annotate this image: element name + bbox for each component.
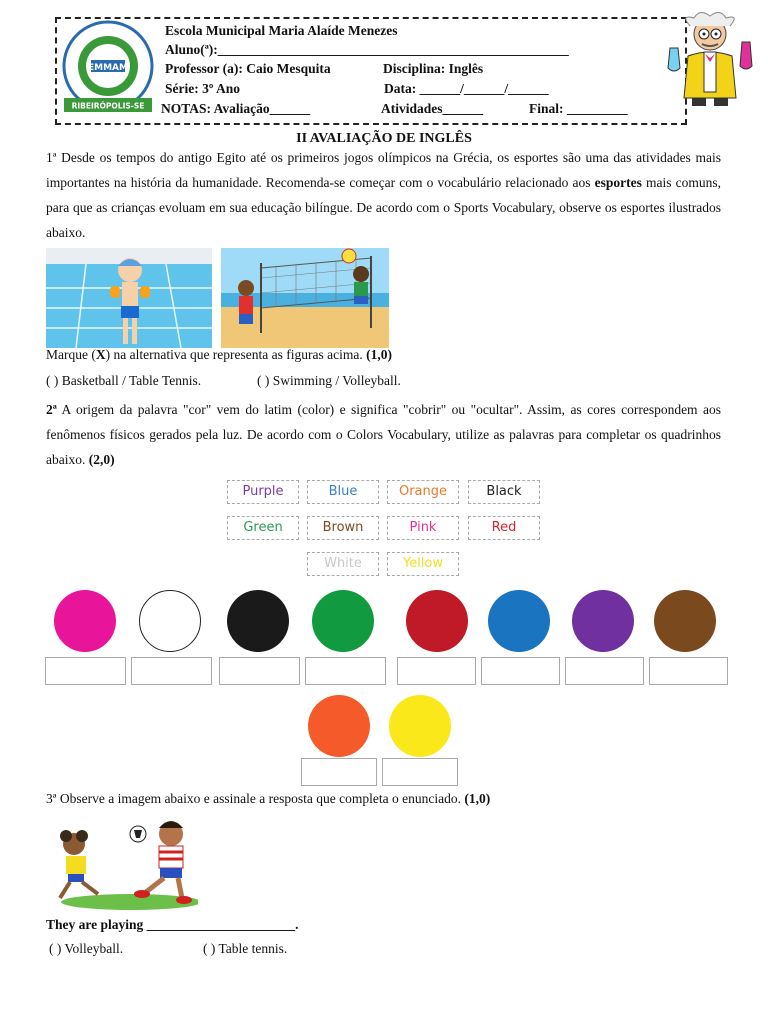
color-circle-orange xyxy=(308,695,370,757)
subject-label: Disciplina: Inglês xyxy=(383,61,484,76)
word-pink: Pink xyxy=(387,516,459,540)
logo-city: RIBEIRÓPOLIS-SE xyxy=(71,101,145,111)
question-3-option-a[interactable]: ( ) Volleyball. xyxy=(49,941,124,956)
activities-field[interactable]: Atividades______ xyxy=(381,101,484,116)
word-orange: Orange xyxy=(387,480,459,504)
school-name: Escola Municipal Maria Alaíde Menezes xyxy=(165,23,398,38)
grades-line[interactable]: NOTAS: Avaliação______ xyxy=(161,101,311,116)
word-white: White xyxy=(307,552,379,576)
answer-box-1[interactable] xyxy=(45,657,126,685)
volleyball-image xyxy=(221,248,389,348)
page-title: II AVALIAÇÃO DE INGLÊS xyxy=(296,131,472,146)
scientist-illustration xyxy=(660,8,760,108)
color-circle-blue xyxy=(488,590,550,652)
question-3-number: 3ª xyxy=(46,791,57,806)
answer-box-2[interactable] xyxy=(131,657,212,685)
word-brown: Brown xyxy=(307,516,379,540)
color-circle-yellow xyxy=(389,695,451,757)
color-circle-pink xyxy=(54,590,116,652)
question-3-text: 3ª Observe a imagem abaixo e assinale a resposta que completa o enunciado. (1,0) xyxy=(46,791,491,806)
student-field[interactable]: Aluno(ª):____________________________________________________ xyxy=(165,42,569,57)
teacher-label: Professor (a): Caio Mesquita xyxy=(165,61,331,76)
question-1-number: 1ª xyxy=(46,150,57,165)
swimming-image xyxy=(46,248,212,348)
color-circle-green xyxy=(312,590,374,652)
word-black: Black xyxy=(468,480,540,504)
word-blue: Blue xyxy=(307,480,379,504)
question-1-option-a[interactable]: ( ) Basketball / Table Tennis. xyxy=(46,373,202,388)
color-circle-brown xyxy=(654,590,716,652)
date-field[interactable]: Data: ______/______/______ xyxy=(384,81,549,96)
question-1-instruction: Marque (X) na alternativa que representa as figuras acima. (1,0) xyxy=(46,347,392,362)
question-1-option-b[interactable]: ( ) Swimming / Volleyball. xyxy=(257,373,401,388)
answer-box-6[interactable] xyxy=(481,657,560,685)
question-2-text: 2ª A origem da palavra "cor" vem do latim (color) e significa "cobrir" ou "ocultar". Assim, as cores correspondem aos fenômenos físicos gerados pela luz. De acordo com o Colors Vocabulary, utilize as palavras para completar os quadrinhos abaixo. (2,0) xyxy=(46,402,721,467)
answer-box-7[interactable] xyxy=(565,657,644,685)
question-3-option-b[interactable]: ( ) Table tennis. xyxy=(203,941,288,956)
final-field[interactable]: Final: _________ xyxy=(529,101,628,116)
color-circle-black xyxy=(227,590,289,652)
answer-box-5[interactable] xyxy=(397,657,476,685)
word-purple: Purple xyxy=(227,480,299,504)
answer-box-4[interactable] xyxy=(305,657,386,685)
question-1-text: 1ª Desde os tempos do antigo Egito até os primeiros jogos olímpicos na Grécia, os esportes são uma das atividades mais importantes na história da humanidade. Recomenda-se começar com o vocabulário relacionado aos esportes mais comuns, para que as crianças evoluam em sua educação bilíngue. De acordo com o Sports Vocabulary, observe os esportes ilustrados abaixo. xyxy=(46,150,722,240)
school-logo xyxy=(58,20,158,120)
question-2-number: 2ª xyxy=(46,402,57,417)
answer-box-3[interactable] xyxy=(219,657,300,685)
grade-label: Série: 3º Ano xyxy=(165,81,240,96)
answer-box-8[interactable] xyxy=(649,657,728,685)
word-yellow: Yellow xyxy=(387,552,459,576)
answer-box-10[interactable] xyxy=(382,758,458,786)
answer-box-9[interactable] xyxy=(301,758,377,786)
logo-acronym: EMMAM xyxy=(88,63,128,73)
word-red: Red xyxy=(468,516,540,540)
color-circle-purple xyxy=(572,590,634,652)
color-circle-red xyxy=(406,590,468,652)
question-3-sentence[interactable]: They are playing ______________________. xyxy=(46,917,299,932)
soccer-image xyxy=(46,812,198,912)
color-circle-white xyxy=(139,590,201,652)
word-green: Green xyxy=(227,516,299,540)
